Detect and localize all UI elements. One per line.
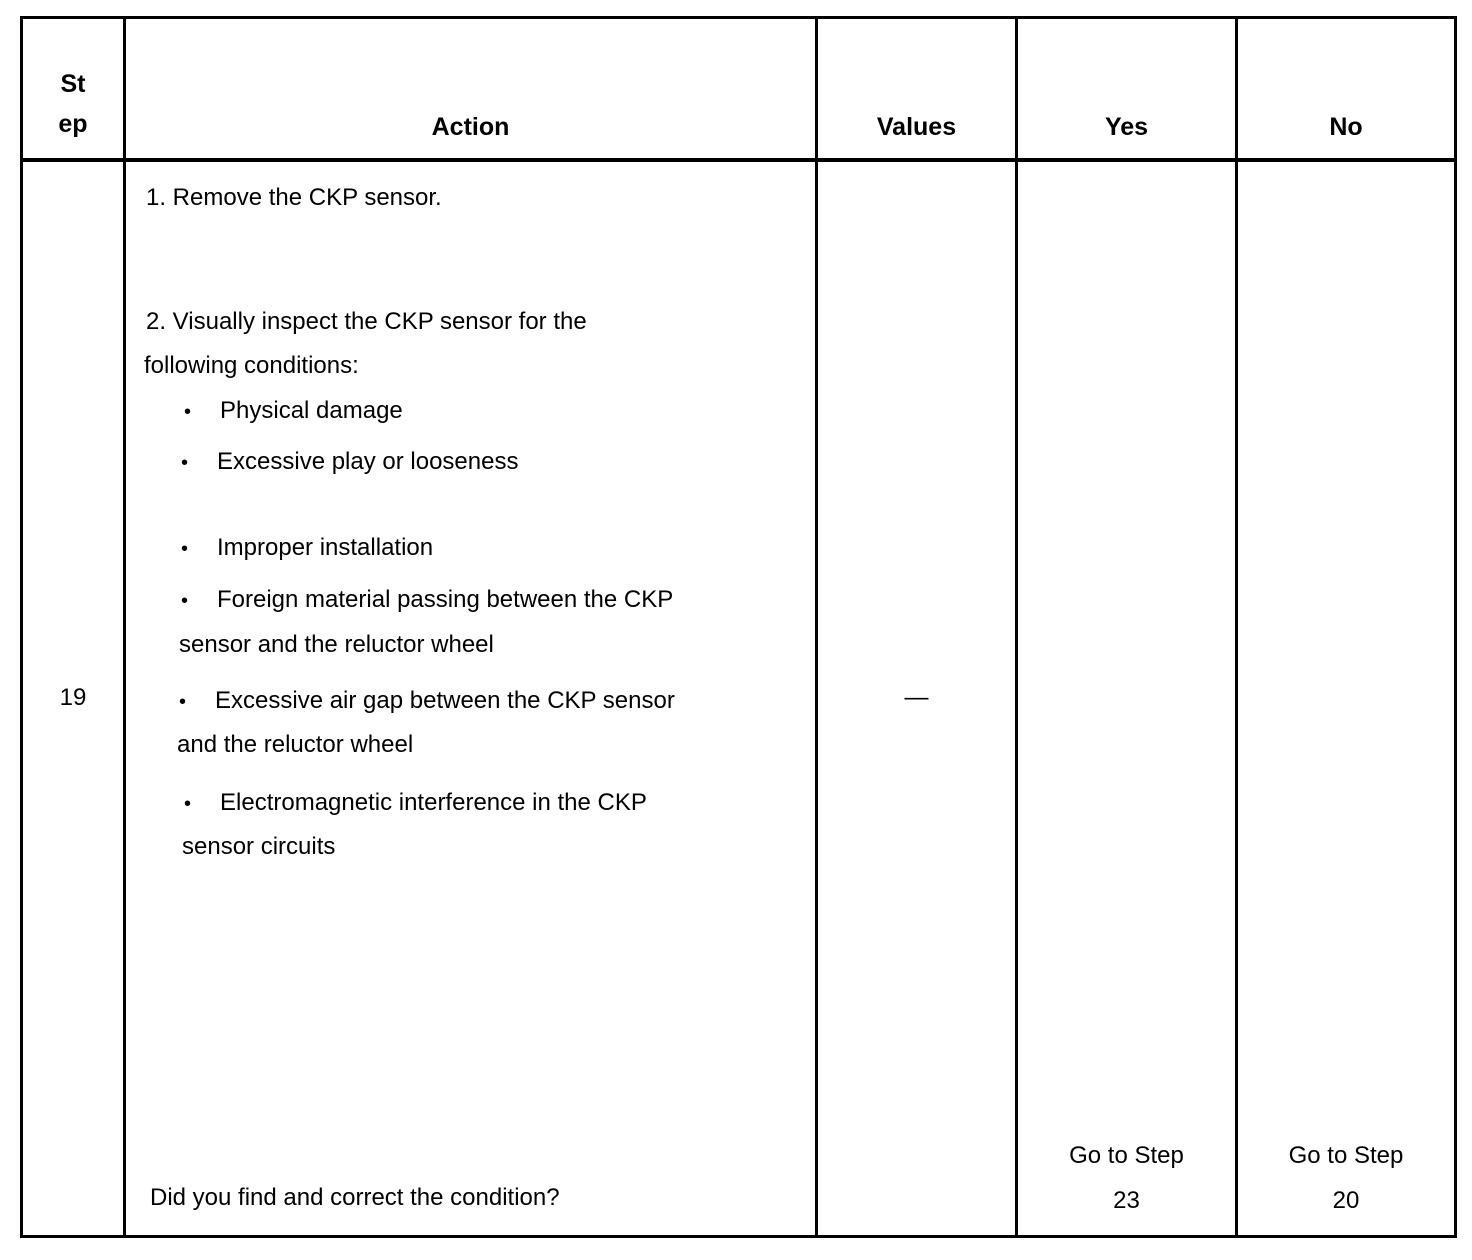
values-cell: —	[817, 160, 1017, 1237]
no-next-step: Go to Step 20	[1288, 1142, 1404, 1214]
condition-bullet: • Improper installation	[181, 526, 433, 571]
yes-cell	[1017, 160, 1237, 1237]
bullet-dot: •	[184, 400, 192, 423]
action-question: Did you find and correct the condition?	[150, 1183, 560, 1211]
action-header: Action	[125, 18, 817, 160]
yes-header: Yes	[1017, 18, 1237, 160]
step-header: St ep	[22, 18, 125, 160]
action-cell	[125, 160, 817, 1237]
condition-bullet-continuation: and the reluctor wheel	[177, 730, 414, 758]
values-header: Values	[817, 18, 1017, 160]
condition-bullet: • Physical damage	[184, 389, 403, 434]
bullet-dot: •	[181, 451, 189, 474]
step-number: 19	[22, 160, 125, 1237]
header-row	[22, 18, 1456, 160]
no-header: No	[1237, 18, 1456, 160]
action-item-1: 1. Remove the CKP sensor.	[146, 183, 442, 211]
condition-bullet: • Excessive air gap between the CKP sensor	[179, 679, 675, 724]
condition-bullet-continuation: sensor circuits	[182, 832, 336, 860]
action-item-2-line2: following conditions:	[144, 351, 359, 379]
bullet-dot: •	[181, 589, 189, 612]
diagnostic-table	[20, 16, 1457, 1238]
action-item-2-line1: 2. Visually inspect the CKP sensor for the	[146, 307, 587, 335]
yes-next-step: Go to Step 23	[1069, 1142, 1184, 1214]
condition-bullet: • Foreign material passing between the CKP	[181, 578, 673, 623]
bullet-dot: •	[184, 792, 192, 815]
condition-bullet: • Electromagnetic interference in the CKP	[184, 781, 647, 826]
condition-bullet-continuation: sensor and the reluctor wheel	[179, 630, 494, 658]
table-row	[22, 160, 1456, 1237]
no-cell	[1237, 160, 1456, 1237]
condition-bullet: • Excessive play or looseness	[181, 440, 518, 485]
bullet-dot: •	[179, 690, 187, 713]
bullet-dot: •	[181, 537, 189, 560]
